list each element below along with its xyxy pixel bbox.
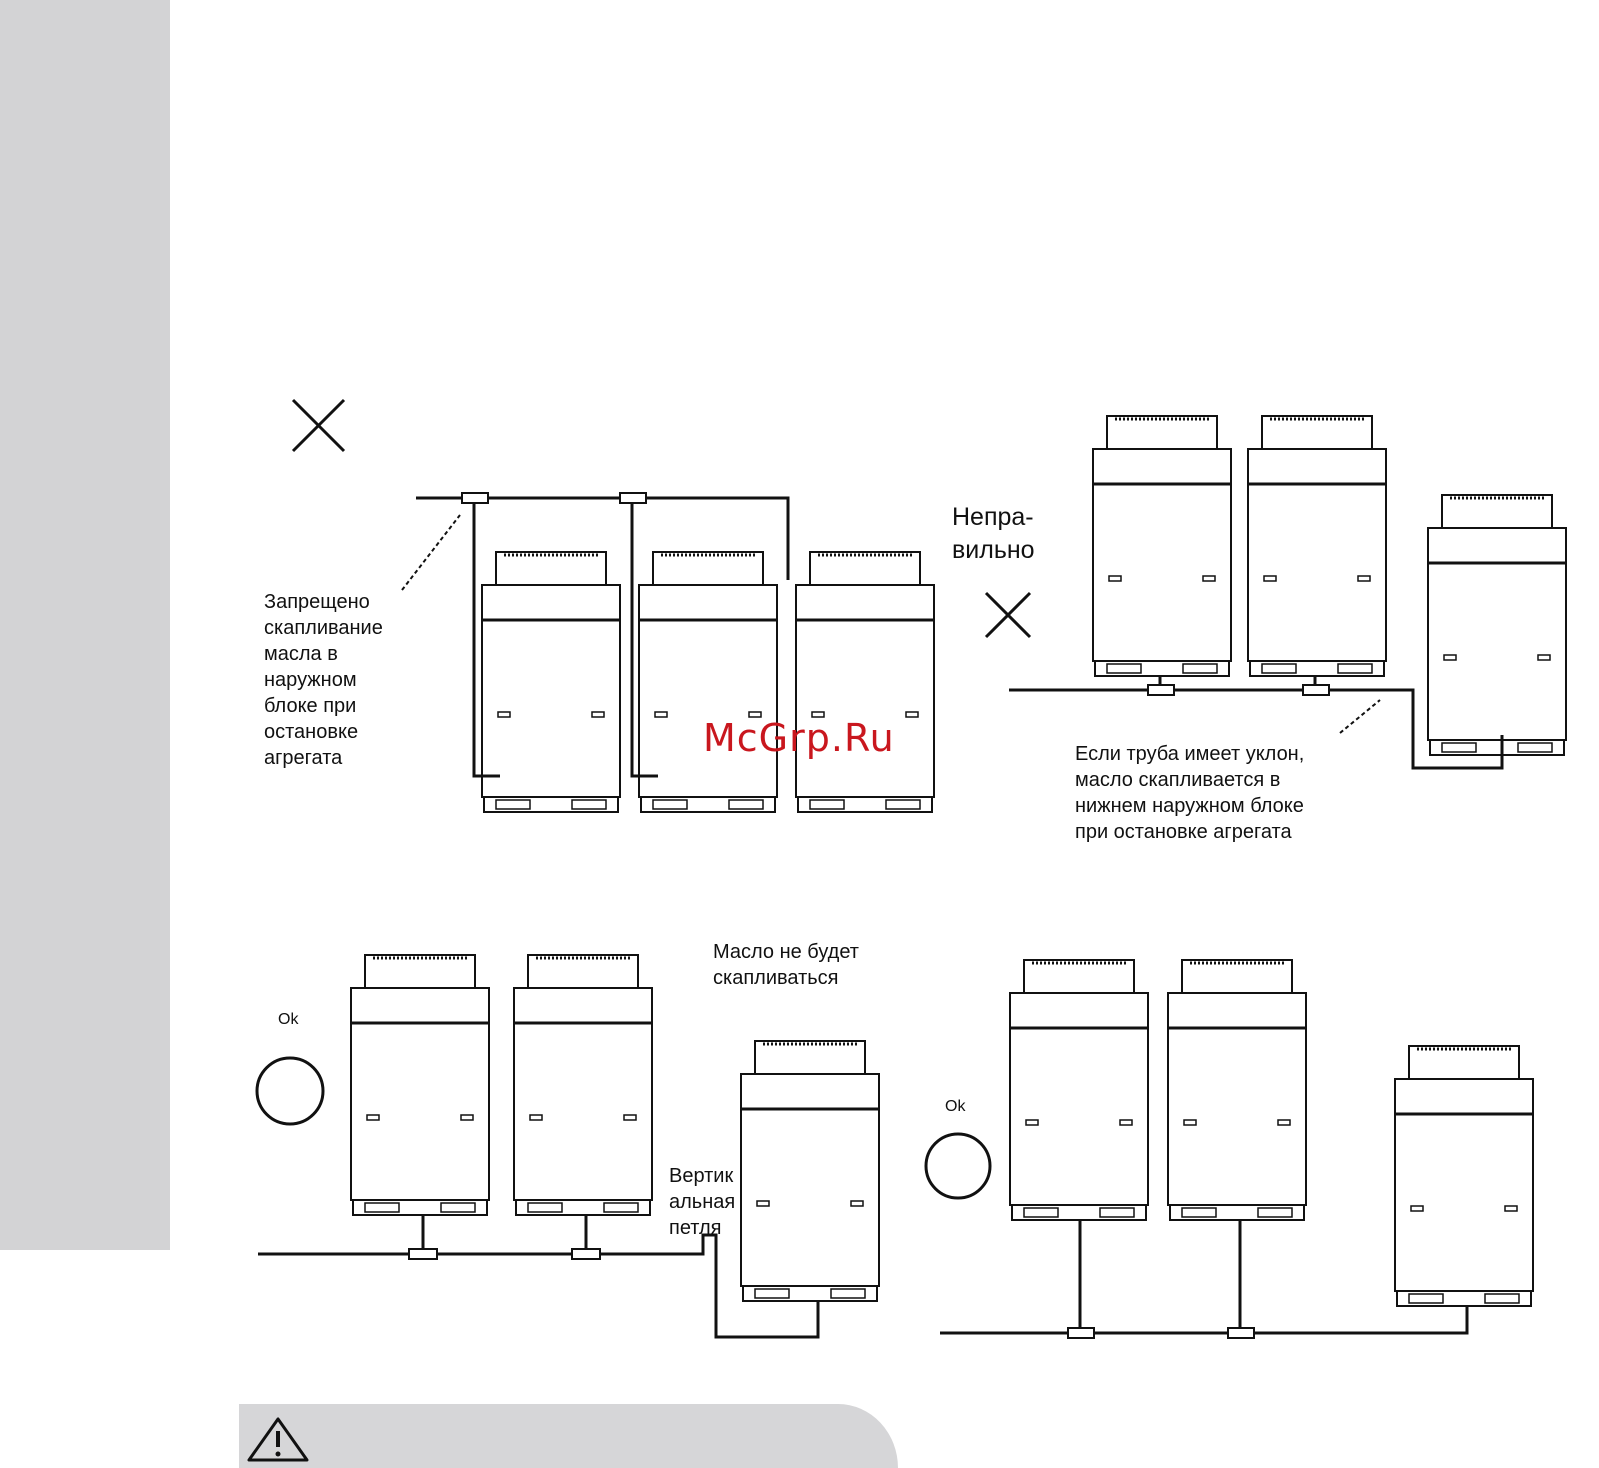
outdoor-unit — [1428, 495, 1566, 755]
vertical-loop-note: Вертик альная петля — [669, 1165, 736, 1239]
outdoor-unit — [1168, 960, 1306, 1220]
outdoor-unit — [1010, 960, 1148, 1220]
outdoor-unit — [639, 552, 777, 812]
outdoor-unit — [741, 1041, 879, 1301]
cross-icon — [293, 400, 344, 451]
outdoor-unit — [482, 552, 620, 812]
outdoor-unit — [514, 955, 652, 1215]
incorrect-label: Непра- вильно — [952, 503, 1035, 564]
outdoor-unit — [1248, 416, 1386, 676]
ok-label-left: Ok — [278, 1011, 299, 1028]
circle-icon — [257, 1058, 323, 1124]
outdoor-unit — [1395, 1046, 1533, 1306]
ok-label-right: Ok — [945, 1098, 966, 1115]
bottom-right-scene — [926, 960, 1533, 1338]
oil-ok-note: Масло не будет скапливаться — [713, 941, 859, 989]
warning-triangle-icon — [249, 1419, 307, 1460]
watermark: McGrp.Ru — [703, 716, 895, 760]
outdoor-unit — [796, 552, 934, 812]
bottom-left-scene — [257, 955, 879, 1337]
outdoor-unit — [1093, 416, 1231, 676]
outdoor-unit — [351, 955, 489, 1215]
cross-icon — [986, 593, 1030, 637]
top-right-scene — [986, 416, 1566, 768]
forbidden-oil-note: Запрещено скапливание масла в наружном блоке при остановке агрегата — [264, 591, 383, 769]
slope-note: Если труба имеет уклон, масло скапливается в нижнем наружном блоке при остановке агрегата — [1075, 743, 1305, 843]
circle-icon — [926, 1134, 990, 1198]
